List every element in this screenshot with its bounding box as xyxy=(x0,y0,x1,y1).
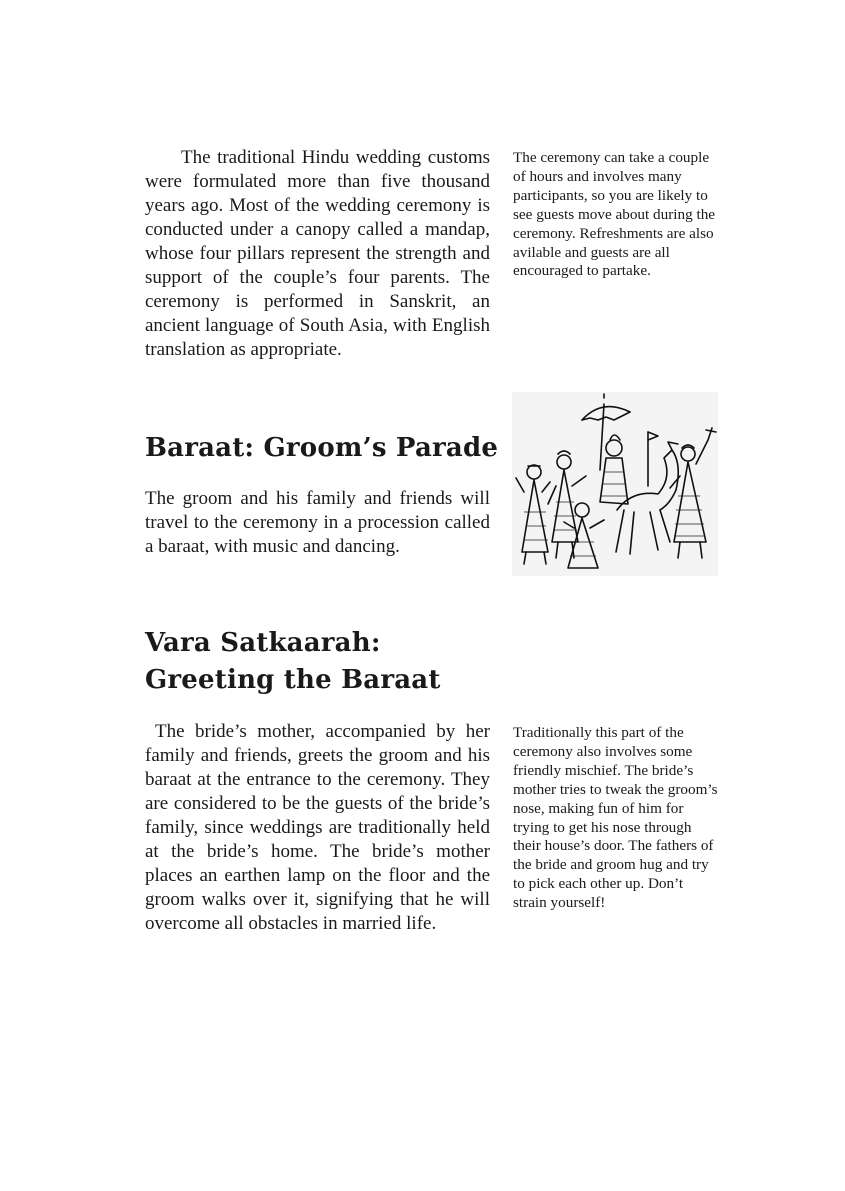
vara-heading-line1: Vara Satkaarah: xyxy=(145,628,381,658)
vara-sidenote: Traditionally this part of the ceremony also involves some friendly mischief. The bride’s mother tries to tweak the groom’s nose, making fun of him for trying to get his nose through their house’s door. The fathers of the bride and groom hug and try to pick each other up. Don’t strain yourself! xyxy=(513,724,718,912)
baraat-heading: Baraat: Groom’s Parade xyxy=(145,433,499,463)
vara-paragraph: The bride’s mother, accompanied by her family and friends, greets the groom and his baraat at the entrance to the ceremony. They are considered to be the guests of the bride’s family, since weddings are traditionally held at the bride’s home. The bride’s mother places an earthen lamp on the floor and the groom walks over it, signifying that he will overcome all obstacles in married life. xyxy=(145,721,490,934)
vara-heading xyxy=(145,625,525,699)
baraat-paragraph: The groom and his family and friends will travel to the ceremony in a procession called a baraat, with music and dancing. xyxy=(145,488,490,557)
vara-heading-line2: Greeting the Baraat xyxy=(145,665,441,695)
baraat-procession-illustration xyxy=(512,392,718,576)
intro-sidenote: The ceremony can take a couple of hours and involves many participants, so you are likely to see guests move about during the ceremony. Refreshments are also avilable and guests are all encouraged to partake. xyxy=(513,149,716,280)
intro-paragraph: The traditional Hindu wedding customs were formulated more than five thousand years ago. Most of the wedding ceremony is conducted under a canopy called a mandap, whose four pillars represent the strength and support of the couple’s four parents. The ceremony is performed in Sanskrit, an ancient language of South Asia, with English translation as appropriate. xyxy=(145,147,490,360)
